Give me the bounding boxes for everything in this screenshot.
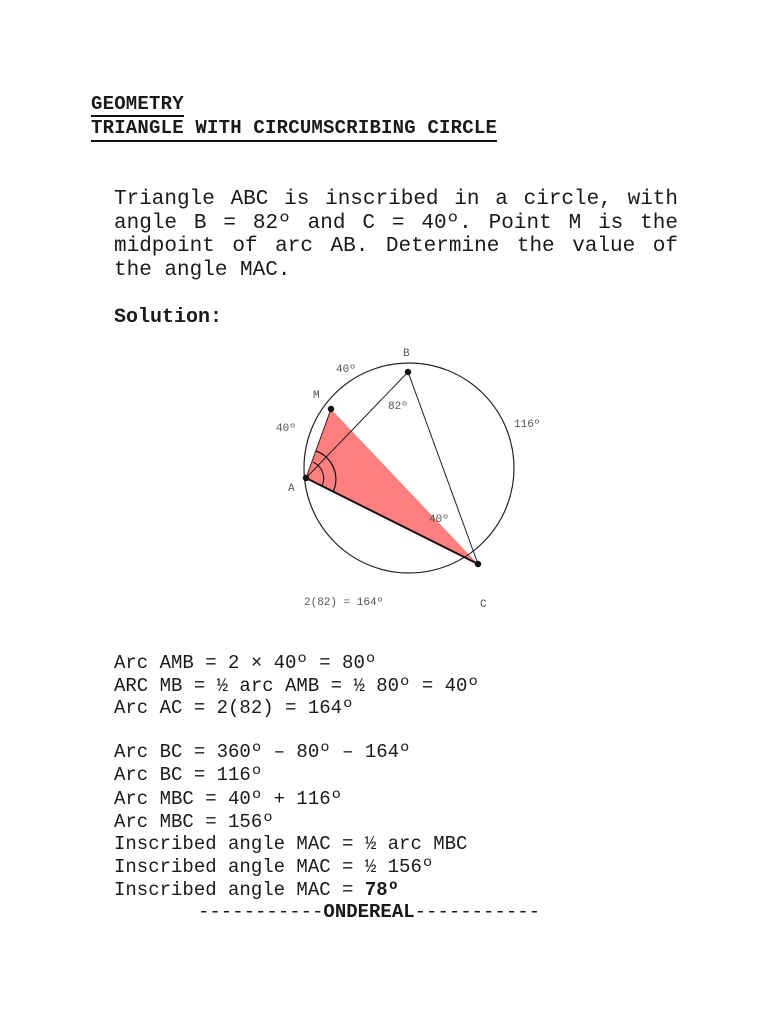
label-a: A — [288, 483, 295, 495]
footer-signature — [198, 901, 540, 923]
problem-statement: Triangle ABC is inscribed in a circle, with angle B = 82º and C = 40º. Point M is the midpoint of arc AB. Determine the value of the angle MAC. — [114, 188, 678, 282]
step-7: Arc MBC = 156º — [114, 811, 274, 833]
point-c — [475, 561, 481, 567]
footer-left-dashes: ----------- — [198, 901, 324, 923]
circle-diagram — [260, 340, 540, 620]
label-arc-am: 40º — [276, 423, 296, 435]
label-m: M — [313, 390, 320, 402]
step-9: Inscribed angle MAC = ½ 156º — [114, 856, 434, 878]
final-step — [114, 879, 399, 901]
point-m — [328, 406, 334, 412]
step-3: Arc AC = 2(82) = 164º — [114, 697, 354, 719]
step-1: Arc AMB = 2 × 40º = 80º — [114, 652, 377, 674]
step-6: Arc MBC = 40º + 116º — [114, 788, 343, 810]
label-arc-bc: 116º — [514, 419, 540, 431]
solution-label: Solution: — [114, 306, 223, 329]
label-angle-c: 40º — [429, 514, 449, 526]
step-5: Arc BC = 116º — [114, 764, 263, 786]
label-angle-b: 82º — [388, 401, 408, 413]
final-step-text: Inscribed angle MAC = — [114, 879, 365, 901]
final-answer: 78º — [364, 879, 400, 901]
shaded-triangle-mac — [306, 409, 478, 564]
label-b: B — [403, 348, 410, 360]
point-b — [405, 369, 411, 375]
footer-right-dashes: ----------- — [414, 901, 541, 923]
document-subtitle: TRIANGLE WITH CIRCUMSCRIBING CIRCLE — [91, 117, 497, 142]
step-4: Arc BC = 360º – 80º – 164º — [114, 741, 411, 763]
label-arc-mb: 40º — [336, 364, 356, 376]
label-c: C — [480, 599, 487, 611]
label-arc-ac: 2(82) = 164º — [304, 597, 384, 609]
point-a — [303, 475, 309, 481]
footer-brand: ONDEREAL — [323, 901, 415, 923]
step-8: Inscribed angle MAC = ½ arc MBC — [114, 833, 468, 855]
step-2: ARC MB = ½ arc AMB = ½ 80º = 40º — [114, 675, 479, 697]
document-title: GEOMETRY — [91, 93, 184, 115]
